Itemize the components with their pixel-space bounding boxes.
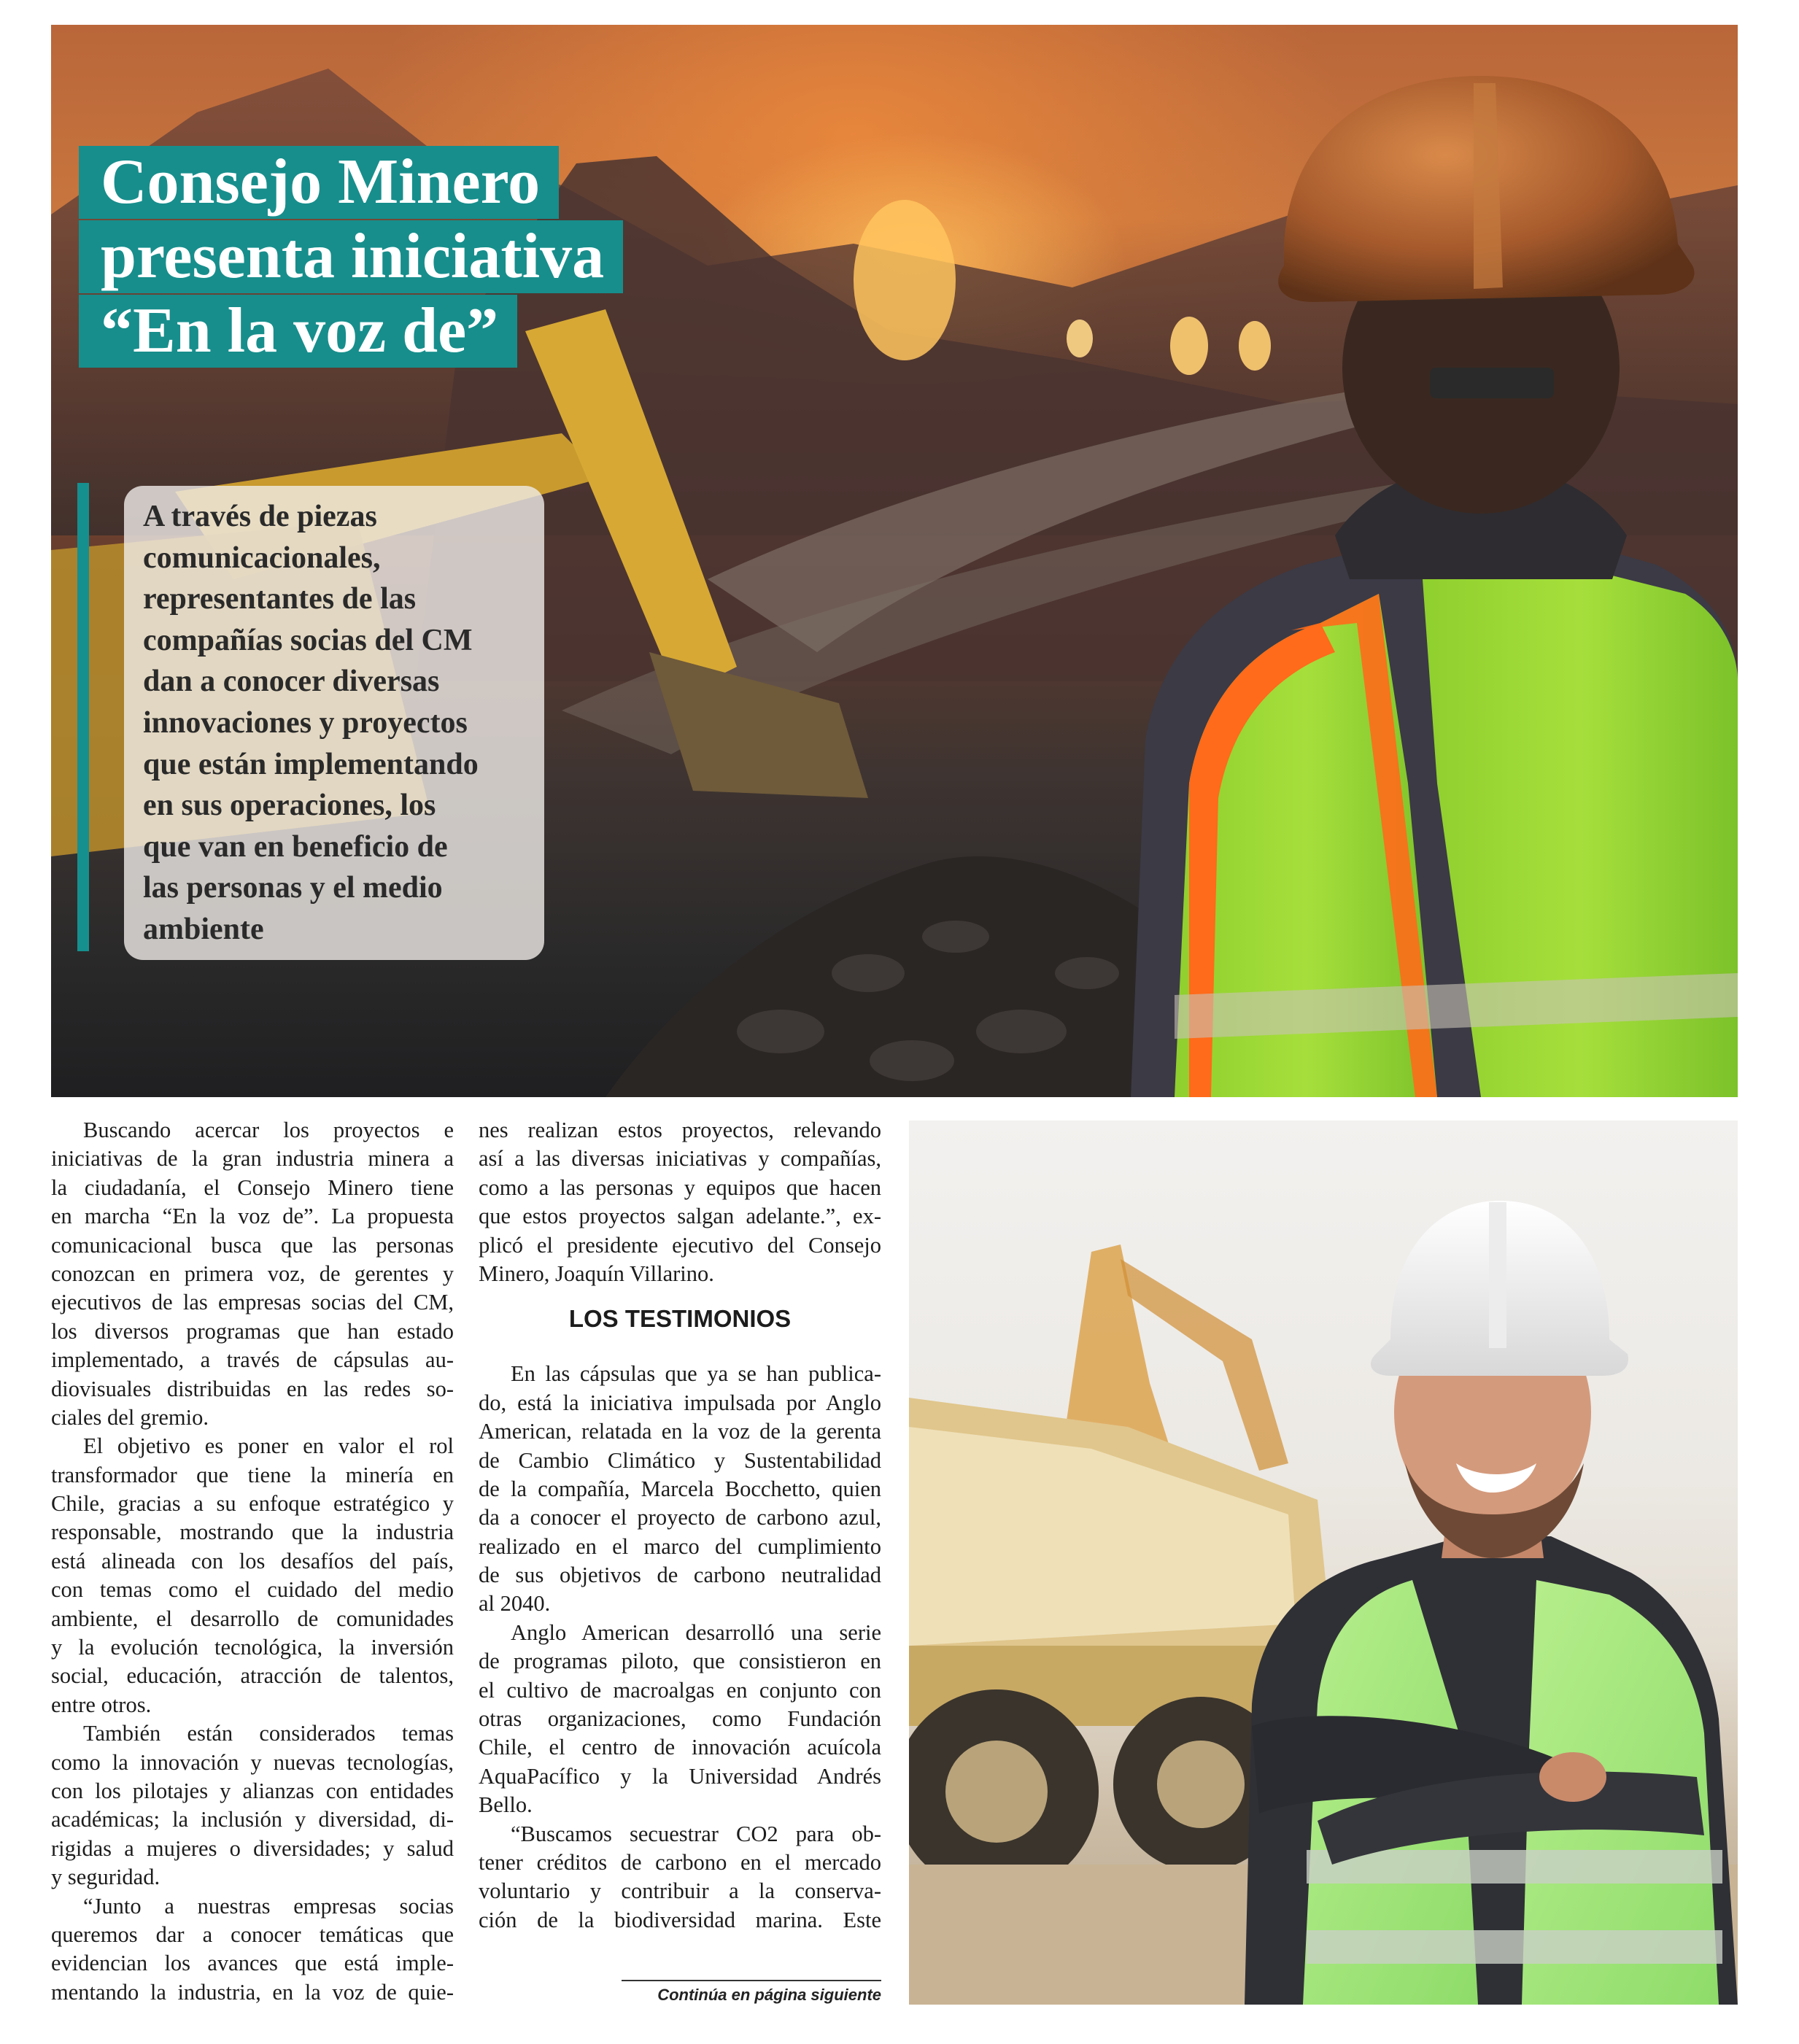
lead-summary-box bbox=[124, 486, 544, 960]
body-line: transformador que tiene la minería en bbox=[51, 1462, 454, 1487]
body-line: al 2040. bbox=[479, 1591, 551, 1617]
lead-line: representantes de las bbox=[143, 582, 417, 616]
lead-line: en sus operaciones, los bbox=[143, 789, 436, 823]
body-line: así a las diversas iniciativas y compañías, bbox=[479, 1146, 881, 1172]
body-line: “Buscamos secuestrar CO2 para ob- bbox=[511, 1821, 881, 1846]
body-line: y la evolución tecnológica, la inversión bbox=[51, 1635, 454, 1660]
lead-line: A través de piezas bbox=[143, 500, 377, 533]
lead-line: innovaciones y proyectos bbox=[143, 705, 468, 740]
body-column-2 bbox=[479, 1116, 881, 1935]
body-line: Chile, el centro de innovación acuícola bbox=[479, 1735, 881, 1760]
body-line: “Junto a nuestras empresas socias bbox=[83, 1893, 454, 1919]
body-line: con temas como el cuidado del medio bbox=[51, 1577, 454, 1603]
hero-photo bbox=[51, 25, 1738, 1097]
body-line: responsable, mostrando que la industria bbox=[51, 1520, 454, 1545]
body-line: da a conocer el proyecto de carbono azul, bbox=[479, 1505, 881, 1530]
body-line: evidencian los avances que está imple- bbox=[51, 1951, 454, 1976]
body-line: nes realizan estos proyectos, relevando bbox=[479, 1118, 881, 1142]
body-line: Chile, gracias a su enfoque estratégico y bbox=[51, 1491, 454, 1517]
lead-line: que van en beneficio de bbox=[143, 829, 448, 864]
section-heading: LOS TESTIMONIOS bbox=[568, 1305, 792, 1333]
body-line: de programas piloto, que consistieron en bbox=[479, 1649, 881, 1674]
body-line: American, relatada en la voz de la gerenta bbox=[479, 1419, 881, 1444]
continue-divider bbox=[622, 1980, 881, 1981]
body-line: ejecutivos de las empresas socias del CM, bbox=[51, 1290, 454, 1315]
body-line: ciales del gremio. bbox=[51, 1404, 209, 1430]
body-line: voluntario y contribuir a la conserva- bbox=[479, 1878, 881, 1904]
body-column-1 bbox=[51, 1116, 454, 2007]
body-line: como la innovación y nuevas tecnologías, bbox=[51, 1749, 454, 1775]
body-line: plicó el presidente ejecutivo del Consejo bbox=[479, 1232, 881, 1258]
body-line: mentando la industria, en la voz de quie- bbox=[51, 1979, 454, 2005]
lead-line: ambiente bbox=[143, 912, 264, 946]
headline-line-2: presenta iniciativa bbox=[79, 220, 623, 293]
body-line: social, educación, atracción de talentos, bbox=[51, 1663, 454, 1689]
body-line: que estos proyectos salgan adelante.”, ex- bbox=[479, 1204, 881, 1229]
body-line: está alineada con los desafíos del país, bbox=[51, 1548, 454, 1573]
body-line: El objetivo es poner en valor el rol bbox=[83, 1433, 454, 1459]
lead-line: que están implementando bbox=[143, 747, 479, 781]
headline-line-1: Consejo Minero bbox=[79, 146, 559, 219]
body-line: y seguridad. bbox=[51, 1865, 160, 1890]
body-line: con los pilotajes y alianzas con entidades bbox=[51, 1778, 454, 1803]
lead-accent-bar bbox=[77, 483, 89, 951]
body-line: Bello. bbox=[479, 1792, 533, 1818]
body-line: rigidas a mujeres o diversidades; y salud bbox=[51, 1835, 454, 1861]
body-line: tener créditos de carbono en el mercado bbox=[479, 1849, 881, 1875]
body-line: iniciativas de la gran industria minera a bbox=[51, 1146, 454, 1172]
lead-line: comunicacionales, bbox=[143, 541, 381, 575]
body-line: do, está la iniciativa impulsada por Anglo bbox=[479, 1390, 881, 1415]
worker-portrait-photo bbox=[909, 1120, 1738, 2005]
body-line: En las cápsulas que ya se han publica- bbox=[511, 1361, 881, 1387]
body-line: Anglo American desarrolló una serie bbox=[511, 1619, 881, 1645]
lead-line: las personas y el medio bbox=[143, 871, 443, 905]
body-line: los diversos programas que han estado bbox=[51, 1318, 454, 1344]
body-line: de sus objetivos de carbono neutralidad bbox=[479, 1563, 881, 1588]
body-line: implementado, a través de cápsulas au- bbox=[51, 1347, 454, 1373]
body-line: conozcan en primera voz, de gerentes y bbox=[51, 1261, 454, 1286]
body-line: académicas; la inclusión y diversidad, di- bbox=[51, 1807, 454, 1832]
body-line: AquaPacífico y la Universidad Andrés bbox=[479, 1763, 881, 1789]
body-line: otras organizaciones, como Fundación bbox=[479, 1706, 881, 1732]
body-line: la ciudadanía, el Consejo Minero tiene bbox=[51, 1174, 454, 1200]
headline-line-3: “En la voz de” bbox=[79, 295, 517, 368]
body-line: realizado en el marco del cumplimiento bbox=[479, 1533, 881, 1559]
body-line: ción de la biodiversidad marina. Este bbox=[479, 1907, 881, 1932]
body-line: Buscando acercar los proyectos e bbox=[83, 1118, 454, 1142]
worker-portrait-illustration bbox=[909, 1120, 1738, 2005]
body-line: También están considerados temas bbox=[83, 1721, 454, 1746]
body-line: como a las personas y equipos que hacen bbox=[479, 1174, 881, 1200]
continue-note[interactable]: Continúa en página siguiente bbox=[657, 1986, 881, 2004]
body-line: en marcha “En la voz de”. La propuesta bbox=[51, 1204, 454, 1229]
body-line: diovisuales distribuidas en las redes so- bbox=[51, 1376, 454, 1401]
body-line: de la compañía, Marcela Bocchetto, quien bbox=[479, 1476, 881, 1501]
body-line: entre otros. bbox=[51, 1692, 152, 1717]
lead-summary-text bbox=[143, 496, 530, 951]
body-line: de Cambio Climático y Sustentabilidad bbox=[479, 1447, 881, 1473]
body-line: comunicacional busca que las personas bbox=[51, 1232, 454, 1258]
body-line: ambiente, el desarrollo de comunidades bbox=[51, 1606, 454, 1631]
lead-line: compañías socias del CM bbox=[143, 623, 473, 657]
body-line: el cultivo de macroalgas en conjunto con bbox=[479, 1677, 881, 1703]
lead-line: dan a conocer diversas bbox=[143, 665, 440, 699]
body-line: queremos dar a conocer temáticas que bbox=[51, 1921, 454, 1947]
body-line: Minero, Joaquín Villarino. bbox=[479, 1261, 714, 1286]
